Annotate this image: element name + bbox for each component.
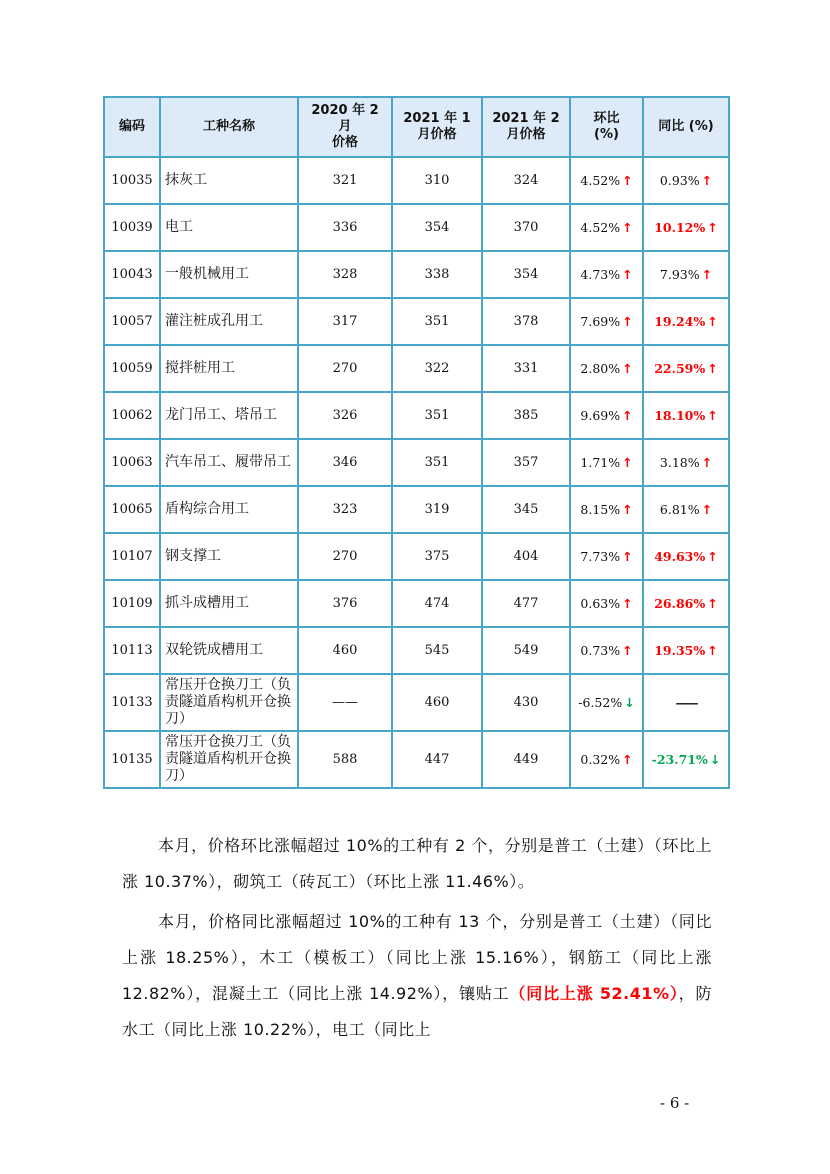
cell-price-2021-01: 351	[392, 392, 482, 439]
arrow-up-icon: ↑	[622, 596, 633, 611]
cell-price-2021-02: 430	[482, 674, 570, 731]
arrow-up-icon: ↑	[622, 173, 633, 188]
cell-price-2021-02: 477	[482, 580, 570, 627]
yoy-value: ——	[675, 695, 697, 710]
arrow-up-icon: ↑	[622, 455, 633, 470]
cell-price-2020-02: 336	[298, 204, 392, 251]
cell-price-2021-01: 322	[392, 345, 482, 392]
table-row	[104, 674, 729, 731]
yoy-value: 26.86%	[654, 596, 706, 611]
yoy-value: -23.71%	[651, 752, 708, 767]
cell-price-2020-02: 317	[298, 298, 392, 345]
header-name: 工种名称	[160, 97, 298, 157]
cell-price-2021-01: 351	[392, 298, 482, 345]
arrow-up-icon: ↑	[707, 361, 718, 376]
page-number: - 6 -	[660, 1094, 690, 1112]
cell-price-2021-01: 460	[392, 674, 482, 731]
cell-mom	[570, 486, 643, 533]
yoy-value: 10.12%	[654, 220, 706, 235]
cell-mom	[570, 251, 643, 298]
cell-name: 灌注桩成孔用工	[160, 298, 298, 345]
cell-price-2021-01: 447	[392, 731, 482, 788]
cell-name: 搅拌桩用工	[160, 345, 298, 392]
arrow-up-icon: ↑	[622, 220, 633, 235]
cell-yoy	[643, 392, 729, 439]
cell-price-2021-01: 474	[392, 580, 482, 627]
cell-mom	[570, 392, 643, 439]
yoy-value: 19.35%	[654, 643, 706, 658]
header-code: 编码	[104, 97, 160, 157]
cell-yoy	[643, 533, 729, 580]
mom-value: 4.52%	[580, 173, 621, 188]
arrow-up-icon: ↑	[707, 314, 718, 329]
table-row	[104, 298, 729, 345]
table-header-row	[104, 97, 729, 157]
yoy-value: 0.93%	[659, 173, 700, 188]
cell-code: 10062	[104, 392, 160, 439]
mom-value: 0.73%	[580, 643, 621, 658]
cell-name: 盾构综合用工	[160, 486, 298, 533]
mom-value: 7.69%	[580, 314, 621, 329]
table-row	[104, 345, 729, 392]
cell-yoy	[643, 157, 729, 204]
paragraph-yoy-highlight: （同比上涨 52.41%）	[509, 984, 679, 1003]
table-row	[104, 533, 729, 580]
cell-yoy	[643, 298, 729, 345]
arrow-down-icon: ↓	[709, 752, 721, 767]
arrow-up-icon: ↑	[707, 220, 718, 235]
mom-value: 4.73%	[580, 267, 621, 282]
cell-price-2020-02: 270	[298, 533, 392, 580]
paragraph-mom	[122, 828, 712, 900]
table-row	[104, 580, 729, 627]
cell-price-2020-02: ——	[298, 674, 392, 731]
table-row	[104, 157, 729, 204]
arrow-down-icon: ↓	[624, 695, 635, 710]
cell-price-2021-02: 378	[482, 298, 570, 345]
cell-price-2021-02: 324	[482, 157, 570, 204]
cell-code: 10109	[104, 580, 160, 627]
cell-price-2020-02: 376	[298, 580, 392, 627]
arrow-up-icon: ↑	[622, 314, 633, 329]
table-row	[104, 486, 729, 533]
paragraph-yoy-text-a: 本月，价格同比涨幅超过 10%的工种有 13 个，分别是普工（土建）（同比上涨 18.25%），木工（模板工）（同比上涨 15.16%），钢筋工（同比上涨 12.82%），混凝土工（同比上涨 14.92%），镶贴工	[122, 912, 712, 1003]
yoy-value: 7.93%	[659, 267, 700, 282]
header-price-2020-02: 2020 年 2 月 价格	[298, 97, 392, 157]
cell-name: 钢支撑工	[160, 533, 298, 580]
cell-name: 龙门吊工、塔吊工	[160, 392, 298, 439]
cell-mom	[570, 533, 643, 580]
cell-price-2020-02: 270	[298, 345, 392, 392]
cell-price-2021-01: 351	[392, 439, 482, 486]
table-row	[104, 204, 729, 251]
cell-price-2021-02: 331	[482, 345, 570, 392]
paragraph-mom-text: 本月，价格环比涨幅超过 10%的工种有 2 个，分别是普工（土建）（环比上涨 10.37%），砌筑工（砖瓦工）（环比上涨 11.46%）。	[122, 836, 712, 891]
arrow-up-icon: ↑	[622, 408, 633, 423]
cell-code: 10063	[104, 439, 160, 486]
table-row	[104, 731, 729, 788]
table-row	[104, 627, 729, 674]
yoy-value: 18.10%	[654, 408, 706, 423]
cell-name: 一般机械用工	[160, 251, 298, 298]
cell-mom	[570, 298, 643, 345]
cell-price-2021-01: 338	[392, 251, 482, 298]
yoy-value: 22.59%	[654, 361, 706, 376]
cell-mom	[570, 157, 643, 204]
header-yoy: 同比 (%)	[643, 97, 729, 157]
table-row	[104, 251, 729, 298]
cell-code: 10107	[104, 533, 160, 580]
cell-name: 抓斗成槽用工	[160, 580, 298, 627]
paragraph-yoy-text-b: ，防水工（同比上涨 10.22%），电工（同比上	[122, 984, 712, 1039]
cell-price-2021-01: 319	[392, 486, 482, 533]
cell-name: 电工	[160, 204, 298, 251]
cell-name: 常压开仓换刀工（负责隧道盾构机开仓换刀）	[160, 674, 298, 731]
arrow-up-icon: ↑	[701, 173, 713, 188]
yoy-value: 19.24%	[654, 314, 706, 329]
mom-value: 0.32%	[580, 752, 621, 767]
arrow-up-icon: ↑	[622, 267, 633, 282]
cell-code: 10133	[104, 674, 160, 731]
cell-price-2021-02: 549	[482, 627, 570, 674]
table-row	[104, 392, 729, 439]
cell-yoy	[643, 674, 729, 731]
cell-code: 10065	[104, 486, 160, 533]
cell-price-2020-02: 460	[298, 627, 392, 674]
arrow-up-icon: ↑	[707, 549, 718, 564]
yoy-value: 49.63%	[654, 549, 706, 564]
cell-price-2020-02: 323	[298, 486, 392, 533]
mom-value: 4.52%	[580, 220, 621, 235]
cell-code: 10043	[104, 251, 160, 298]
cell-yoy	[643, 580, 729, 627]
cell-price-2020-02: 588	[298, 731, 392, 788]
cell-code: 10113	[104, 627, 160, 674]
cell-code: 10059	[104, 345, 160, 392]
cell-price-2020-02: 321	[298, 157, 392, 204]
price-table	[103, 96, 730, 789]
cell-mom	[570, 345, 643, 392]
cell-price-2021-01: 310	[392, 157, 482, 204]
yoy-value: 6.81%	[659, 502, 700, 517]
cell-yoy	[643, 251, 729, 298]
header-price-2021-02: 2021 年 2 月价格	[482, 97, 570, 157]
cell-yoy	[643, 439, 729, 486]
mom-value: -6.52%	[578, 695, 623, 710]
cell-code: 10135	[104, 731, 160, 788]
cell-code: 10039	[104, 204, 160, 251]
header-price-2021-01: 2021 年 1 月价格	[392, 97, 482, 157]
cell-yoy	[643, 345, 729, 392]
arrow-up-icon: ↑	[701, 455, 713, 470]
cell-code: 10035	[104, 157, 160, 204]
cell-price-2020-02: 346	[298, 439, 392, 486]
cell-yoy	[643, 627, 729, 674]
mom-value: 8.15%	[580, 502, 621, 517]
arrow-up-icon: ↑	[622, 361, 633, 376]
cell-price-2021-02: 354	[482, 251, 570, 298]
cell-name: 抹灰工	[160, 157, 298, 204]
arrow-up-icon: ↑	[622, 643, 633, 658]
cell-price-2021-02: 385	[482, 392, 570, 439]
cell-price-2020-02: 328	[298, 251, 392, 298]
arrow-up-icon: ↑	[622, 752, 633, 767]
cell-name: 常压开仓换刀工（负责隧道盾构机开仓换刀）	[160, 731, 298, 788]
cell-price-2021-01: 354	[392, 204, 482, 251]
cell-mom	[570, 439, 643, 486]
cell-mom	[570, 204, 643, 251]
arrow-up-icon: ↑	[622, 549, 633, 564]
cell-price-2021-02: 370	[482, 204, 570, 251]
cell-yoy	[643, 486, 729, 533]
mom-value: 9.69%	[580, 408, 621, 423]
paragraph-yoy	[122, 904, 712, 1048]
cell-mom	[570, 627, 643, 674]
cell-price-2021-02: 357	[482, 439, 570, 486]
cell-name: 汽车吊工、履带吊工	[160, 439, 298, 486]
arrow-up-icon: ↑	[707, 596, 718, 611]
cell-price-2021-02: 345	[482, 486, 570, 533]
cell-code: 10057	[104, 298, 160, 345]
cell-yoy	[643, 731, 729, 788]
arrow-up-icon: ↑	[707, 643, 718, 658]
table-row	[104, 439, 729, 486]
cell-price-2021-01: 545	[392, 627, 482, 674]
cell-name: 双轮铣成槽用工	[160, 627, 298, 674]
mom-value: 1.71%	[580, 455, 621, 470]
mom-value: 2.80%	[580, 361, 621, 376]
cell-price-2021-01: 375	[392, 533, 482, 580]
cell-mom	[570, 580, 643, 627]
cell-price-2020-02: 326	[298, 392, 392, 439]
arrow-up-icon: ↑	[701, 502, 713, 517]
mom-value: 7.73%	[580, 549, 621, 564]
yoy-value: 3.18%	[659, 455, 700, 470]
header-mom: 环比 (%)	[570, 97, 643, 157]
arrow-up-icon: ↑	[701, 267, 713, 282]
arrow-up-icon: ↑	[622, 502, 633, 517]
cell-price-2021-02: 404	[482, 533, 570, 580]
cell-mom	[570, 731, 643, 788]
cell-mom	[570, 674, 643, 731]
mom-value: 0.63%	[580, 596, 621, 611]
arrow-up-icon: ↑	[707, 408, 718, 423]
cell-yoy	[643, 204, 729, 251]
cell-price-2021-02: 449	[482, 731, 570, 788]
